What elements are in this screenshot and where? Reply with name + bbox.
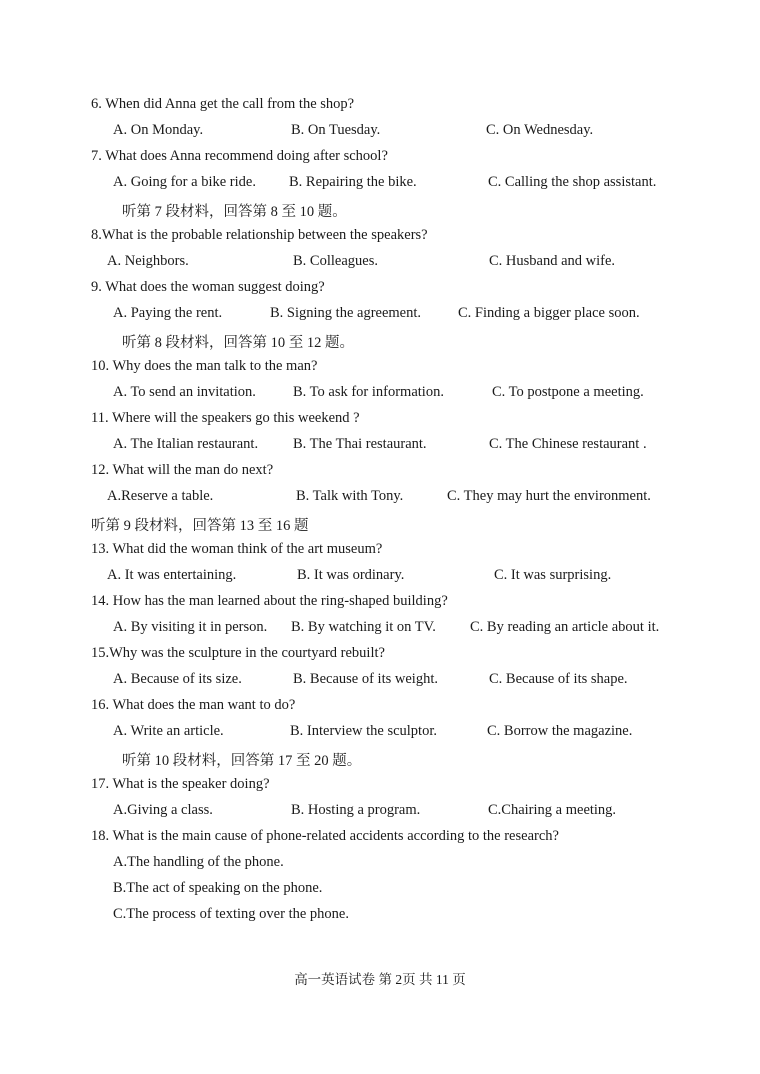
question-14-option-c: C. By reading an article about it.: [470, 619, 660, 635]
question-7-option-a: A. Going for a bike ride.: [113, 174, 256, 190]
question-10-option-c: C. To postpone a meeting.: [492, 384, 644, 400]
question-7-option-c: C. Calling the shop assistant.: [488, 174, 657, 190]
question-18-option-a: A.The handling of the phone.: [113, 854, 284, 870]
section-7-instruction: 听第 7 段材料，回答第 8 至 10 题。: [122, 204, 347, 220]
question-12-option-c: C. They may hurt the environment.: [447, 488, 651, 504]
section-8-instruction: 听第 8 段材料，回答第 10 至 12 题。: [122, 335, 354, 351]
question-11-option-c: C. The Chinese restaurant .: [489, 436, 647, 452]
question-11-option-a: A. The Italian restaurant.: [113, 436, 259, 452]
question-18-stem: 18. What is the main cause of phone-related accidents according to the research?: [91, 828, 559, 844]
question-14-option-a: A. By visiting it in person.: [113, 619, 268, 635]
question-6-option-c: C. On Wednesday.: [486, 122, 594, 138]
question-16-option-c: C. Borrow the magazine.: [487, 723, 633, 739]
question-7-option-b: B. Repairing the bike.: [289, 174, 417, 190]
question-14-option-b: B. By watching it on TV.: [291, 619, 436, 635]
question-7-stem: 7. What does Anna recommend doing after school?: [91, 148, 388, 164]
question-13-option-b: B. It was ordinary.: [297, 567, 405, 583]
question-9-option-a: A. Paying the rent.: [113, 305, 223, 321]
question-9-option-c: C. Finding a bigger place soon.: [458, 305, 640, 321]
question-8-option-c: C. Husband and wife.: [489, 253, 616, 269]
question-11-option-b: B. The Thai restaurant.: [293, 436, 427, 452]
question-16-option-a: A. Write an article.: [113, 723, 224, 739]
question-6-option-b: B. On Tuesday.: [291, 122, 381, 138]
question-15-option-c: C. Because of its shape.: [489, 671, 628, 687]
question-16-option-b: B. Interview the sculptor.: [290, 723, 437, 739]
question-10-option-b: B. To ask for information.: [293, 384, 444, 400]
question-17-option-a: A.Giving a class.: [113, 802, 213, 818]
page-footer: 高一英语试卷 第 2页 共 11 页: [294, 972, 466, 987]
question-18-option-c: C.The process of texting over the phone.: [113, 906, 349, 922]
question-13-option-a: A. It was entertaining.: [107, 567, 237, 583]
question-17-option-b: B. Hosting a program.: [291, 802, 421, 818]
question-17-option-c: C.Chairing a meeting.: [488, 802, 617, 818]
question-12-stem: 12. What will the man do next?: [91, 462, 274, 478]
question-12-option-a: A.Reserve a table.: [107, 488, 214, 504]
question-15-stem: 15.Why was the sculpture in the courtyard rebuilt?: [91, 645, 385, 661]
question-17-stem: 17. What is the speaker doing?: [91, 776, 270, 792]
question-18-option-b: B.The act of speaking on the phone.: [113, 880, 323, 896]
question-9-option-b: B. Signing the agreement.: [270, 305, 422, 321]
question-8-stem: 8.What is the probable relationship between the speakers?: [91, 227, 428, 243]
question-6-option-a: A. On Monday.: [113, 122, 204, 138]
question-15-option-a: A. Because of its size.: [113, 671, 242, 687]
question-6-stem: 6. When did Anna get the call from the shop?: [91, 96, 355, 112]
question-11-stem: 11. Where will the speakers go this weekend ?: [91, 410, 360, 426]
question-13-stem: 13. What did the woman think of the art museum?: [91, 541, 383, 557]
question-10-option-a: A. To send an invitation.: [113, 384, 256, 400]
section-10-instruction: 听第 10 段材料，回答第 17 至 20 题。: [122, 753, 362, 769]
question-12-option-b: B. Talk with Tony.: [296, 488, 404, 504]
question-8-option-a: A. Neighbors.: [107, 253, 189, 269]
question-13-option-c: C. It was surprising.: [494, 567, 612, 583]
question-10-stem: 10. Why does the man talk to the man?: [91, 358, 318, 374]
question-9-stem: 9. What does the woman suggest doing?: [91, 279, 325, 295]
question-14-stem: 14. How has the man learned about the ring-shaped building?: [91, 593, 448, 609]
question-15-option-b: B. Because of its weight.: [293, 671, 438, 687]
question-16-stem: 16. What does the man want to do?: [91, 697, 296, 713]
question-8-option-b: B. Colleagues.: [293, 253, 378, 269]
section-9-instruction: 听第 9 段材料，回答第 13 至 16 题: [91, 518, 309, 534]
